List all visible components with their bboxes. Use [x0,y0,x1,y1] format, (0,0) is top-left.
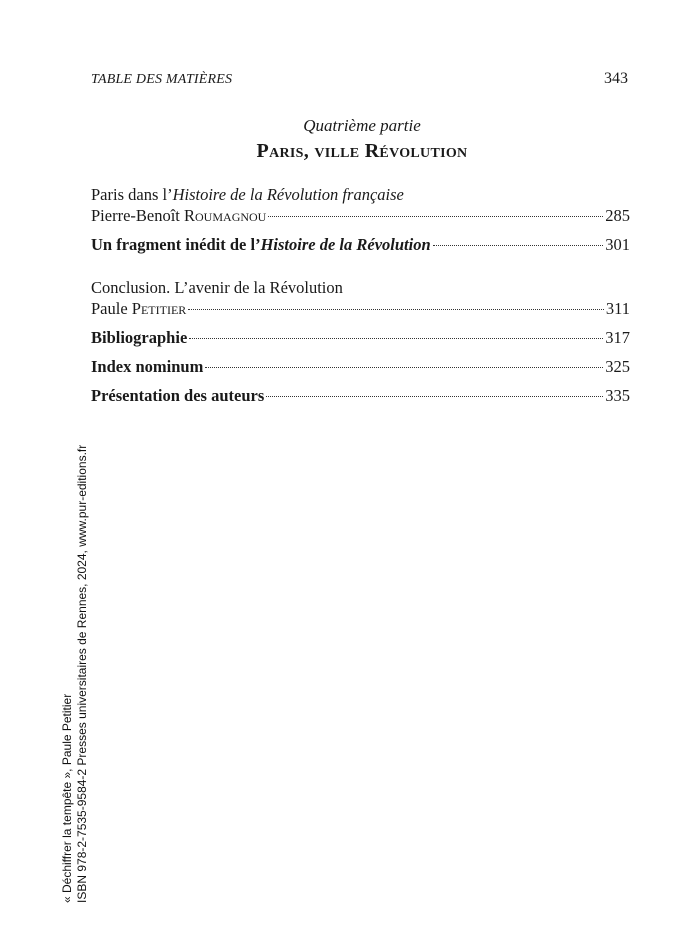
toc-entry-title [91,184,630,205]
toc-entry-author-line [91,298,630,319]
toc-page-number: 285 [605,206,630,225]
toc-entry-author [91,298,186,319]
author-first-name: Pierre-Benoît [91,206,185,225]
toc-page-number: 311 [605,299,630,318]
toc-entry-author [91,205,266,226]
toc-entry-title [91,234,431,255]
toc-page-number: 335 [605,386,630,405]
toc-entry-title-italic: Histoire de la Révolution [260,235,431,254]
running-head-title: TABLE DES MATIÈRES [91,72,233,87]
toc-entry-author-line [91,205,630,226]
page-number: 343 [604,70,628,87]
side-note-line: ISBN 978-2-7535-9584-2 Presses universitaires de Rennes, 2024, www.pur-editions.fr [75,444,89,903]
part-title: Paris, ville Révolution [256,140,468,162]
toc-entry [91,385,630,406]
toc-entry [91,234,630,255]
dot-leader [189,338,603,339]
dot-leader [205,367,603,368]
toc-entry-title: Index nominum [91,357,204,376]
toc-page-number: 317 [605,328,630,347]
toc-page-number: 325 [605,357,630,376]
toc-entry-title-prefix: Paris dans l’ [91,185,173,204]
toc-entry-title: Conclusion. L’avenir de la Révolution [91,278,343,297]
side-note-line: « Déchiffrer la tempête », Paule Petitier [60,693,74,903]
dot-leader [268,216,603,217]
dot-leader [433,245,604,246]
table-of-contents [91,184,630,406]
part-label: Quatrième partie [303,116,421,135]
author-last-name: Roumagnou [184,206,267,225]
toc-entry [91,327,630,348]
author-first-name: Paule [91,299,132,318]
toc-entry-title: Présentation des auteurs [91,386,265,405]
copyright-side-note [60,445,90,903]
toc-entry-title: Bibliographie [91,328,188,347]
author-last-name: Petitier [131,299,187,318]
toc-entry-title-prefix: Un fragment inédit de l’ [91,235,261,254]
dot-leader [188,309,604,310]
toc-entry-title-italic: Histoire de la Révolution française [172,185,404,204]
toc-entry [91,356,630,377]
dot-leader [266,396,603,397]
toc-page-number: 301 [605,235,630,254]
